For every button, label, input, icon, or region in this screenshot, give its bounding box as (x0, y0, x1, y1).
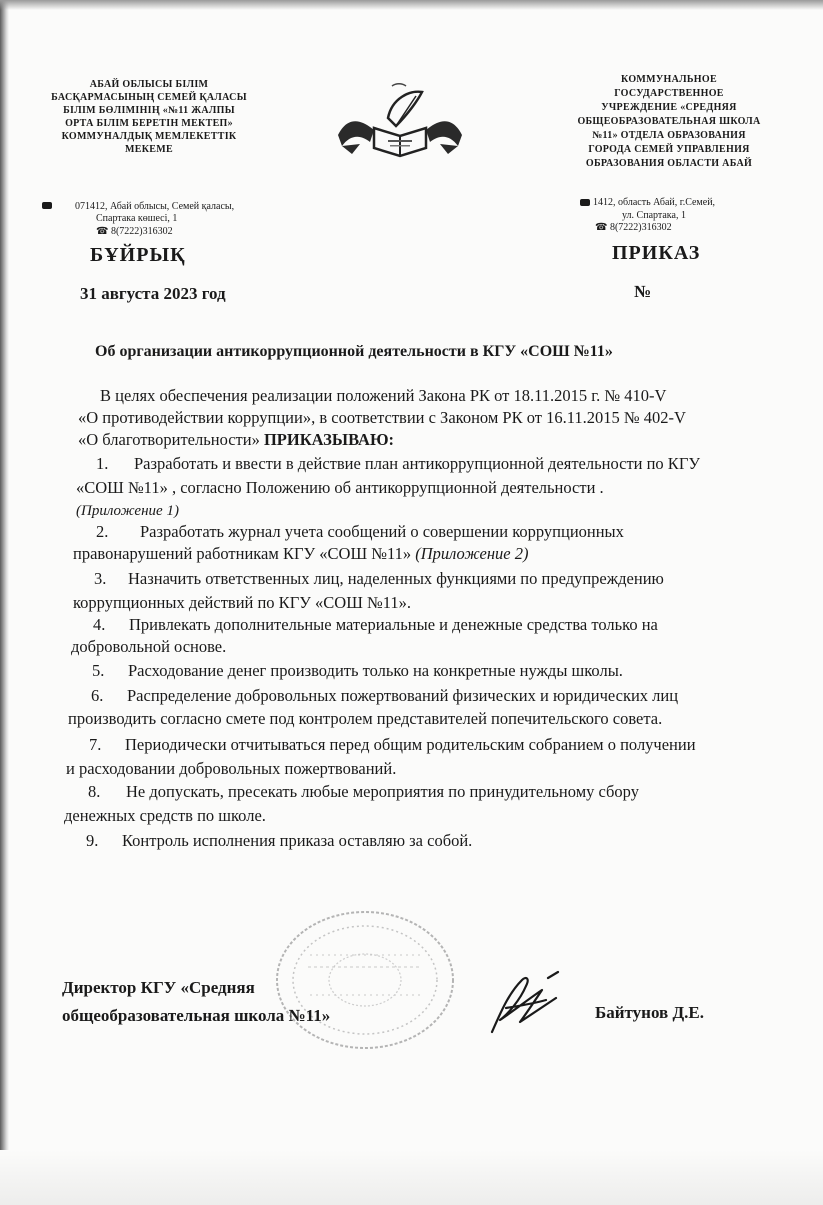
official-stamp-icon (270, 905, 460, 1055)
preamble-line: «О противодействии коррупции», в соответствии с Законом РК от 16.11.2015 № 402-V (78, 408, 686, 427)
order-item-8 (88, 782, 639, 802)
org-line: ОБЩЕОБРАЗОВАТЕЛЬНАЯ ШКОЛА (577, 116, 761, 127)
signatory-name: Байтунов Д.Е. (595, 1003, 704, 1022)
item-text: Не допускать, пресекать любые мероприятия по принудительному сбору (126, 782, 639, 801)
preamble-line (78, 430, 394, 450)
item-text: Привлекать дополнительные материальные и денежные средства только на (129, 615, 658, 634)
address-line: Спартака көшесі, 1 (96, 213, 178, 224)
org-line: БАСҚАРМАСЫНЫҢ СЕМЕЙ ҚАЛАСЫ (51, 92, 247, 103)
item-text: Распределение добровольных пожертвований физических и юридических лиц (127, 686, 679, 705)
appendix-reference: (Приложение 1) (76, 503, 179, 519)
location-icon (42, 202, 52, 209)
phone-icon: ☎ (96, 226, 109, 237)
item-number: 4. (93, 615, 106, 634)
address-line: ул. Спартака, 1 (622, 210, 686, 221)
order-verb: ПРИКАЗЫВАЮ: (263, 430, 395, 449)
org-line: ОБРАЗОВАНИЯ ОБЛАСТИ АБАЙ (585, 158, 753, 169)
handwritten-signature (486, 968, 566, 1038)
phone-number: 8(7222)316302 (110, 226, 173, 237)
item-text: Расходование денег производить только на конкретные нужды школы. (128, 661, 623, 680)
org-line: №11» ОТДЕЛА ОБРАЗОВАНИЯ (592, 130, 746, 141)
org-line: ГОРОДА СЕМЕЙ УПРАВЛЕНИЯ (588, 144, 750, 155)
item-text: Разработать и ввести в действие план антикоррупционной деятельности по КГУ (134, 454, 701, 473)
document-title-kazakh: БҰЙРЫҚ (90, 244, 186, 266)
scan-edge-shadow (0, 0, 9, 1205)
address-line: 1412, область Абай, г.Семей, (593, 197, 716, 208)
item-text: коррупционных действий по КГУ «СОШ №11». (73, 593, 411, 612)
item-number: 3. (94, 569, 107, 588)
org-line: МЕКЕМЕ (125, 144, 173, 155)
org-line: КОММУНАЛЬНОЕ (621, 74, 717, 85)
phone-line (595, 222, 672, 234)
phone-number: 8(7222)316302 (609, 222, 672, 233)
item-text: Разработать журнал учета сообщений о совершении коррупционных (140, 522, 624, 541)
location-icon (580, 199, 590, 206)
phone-line (96, 226, 173, 238)
item-text: денежных средств по школе. (64, 806, 266, 825)
item-text: Контроль исполнения приказа оставляю за собой. (122, 831, 473, 850)
phone-icon: ☎ (595, 222, 608, 233)
signatory-title: общеобразовательная школа №11» (62, 1006, 331, 1025)
org-line: БІЛІМ БӨЛІМІНІҢ «№11 ЖАЛПЫ (63, 105, 235, 116)
item-text (73, 544, 528, 564)
item-number: 9. (86, 831, 99, 850)
appendix-reference: (Приложение 2) (415, 544, 529, 563)
document-date: 31 августа 2023 год (80, 284, 226, 303)
item-number: 7. (89, 735, 102, 754)
org-name-russian (538, 73, 800, 171)
item-number: 6. (91, 686, 104, 705)
item-text: Периодически отчитываться перед общим родительским собранием о получении (125, 735, 696, 754)
item-number: 1. (96, 454, 109, 473)
order-item-2 (96, 522, 624, 542)
order-item-5 (92, 661, 623, 681)
document-title-russian: ПРИКАЗ (612, 242, 701, 264)
preamble-line: В целях обеспечения реализации положений Закона РК от 18.11.2015 г. № 410-V (100, 386, 667, 405)
item-text: добровольной основе. (71, 637, 227, 656)
address-line: 071412, Абай облысы, Семей қаласы, (75, 201, 235, 212)
order-item-6 (91, 686, 678, 706)
item-text: и расходовании добровольных пожертвований. (66, 759, 397, 778)
item-text: Назначить ответственных лиц, наделенных функциями по предупреждению (128, 569, 664, 588)
scan-bottom-shade (0, 1150, 823, 1205)
org-line: КОММУНАЛДЫҚ МЕМЛЕКЕТТІК (61, 131, 237, 142)
signatory-title: Директор КГУ «Средняя (62, 978, 255, 997)
scan-top-shadow (0, 0, 823, 10)
school-emblem-icon (330, 80, 470, 170)
order-item-7 (89, 735, 696, 755)
org-line: АБАЙ ОБЛЫСЫ БІЛІМ (89, 79, 209, 90)
item-text: правонарушений работникам КГУ «СОШ №11» (73, 544, 416, 563)
item-text: «СОШ №11» , согласно Положению об антикоррупционной деятельности . (76, 478, 604, 497)
order-item-4 (93, 615, 658, 635)
item-number: 8. (88, 782, 101, 801)
order-subject: Об организации антикоррупционной деятельности в КГУ «СОШ №11» (95, 343, 613, 360)
order-item-1 (96, 454, 700, 474)
org-name-kazakh (18, 78, 280, 156)
document-number: № (634, 282, 652, 301)
preamble-text: «О благотворительности» (78, 430, 264, 449)
order-item-9 (86, 831, 472, 851)
order-item-3 (94, 569, 664, 589)
org-line: ГОСУДАРСТВЕННОЕ (614, 88, 724, 99)
item-number: 5. (92, 661, 105, 680)
org-line: УЧРЕЖДЕНИЕ «СРЕДНЯЯ (601, 102, 737, 113)
item-number: 2. (96, 522, 109, 541)
item-text: производить согласно смете под контролем представителей попечительского совета. (68, 709, 663, 728)
org-line: ОРТА БІЛІМ БЕРЕТІН МЕКТЕП» (65, 118, 233, 129)
